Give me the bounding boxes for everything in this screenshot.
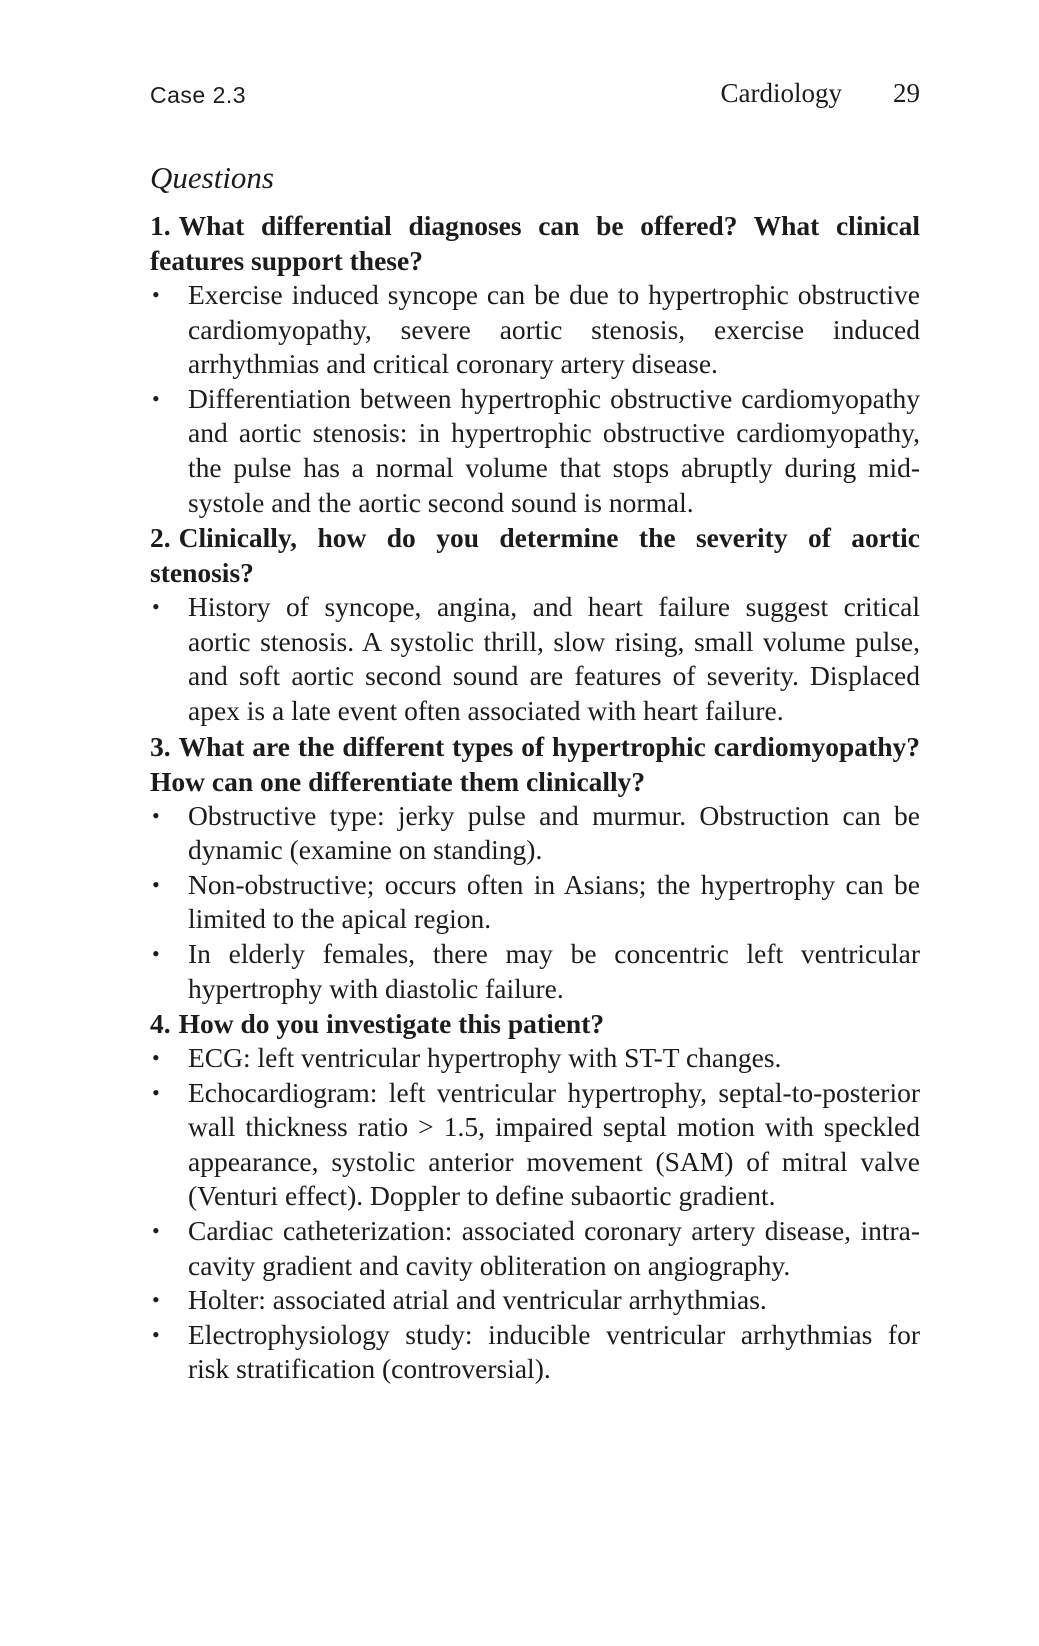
answer-text: History of syncope, angina, and heart failure suggest critical aortic stenosis. A systolic thrill, slow rising, small volume pulse, and soft aortic second sound are features of severity. Displaced apex is a late event often associated with heart failure. [188, 591, 920, 726]
answer-list [150, 799, 920, 1007]
question-text: What differential diagnoses can be offered? What clinical features support these? [150, 210, 920, 276]
answer-item [150, 590, 920, 728]
question-text: How do you investigate this patient? [178, 1008, 605, 1040]
bullet-icon: • [152, 282, 160, 307]
answer-text: ECG: left ventricular hypertrophy with ST-T changes. [188, 1042, 782, 1074]
questions-list [150, 208, 920, 1387]
bullet-icon: • [152, 1079, 160, 1105]
bullet-icon: • [152, 802, 160, 828]
answer-text: Differentiation between hypertrophic obstructive cardiomyopathy and aortic stenosis: in hypertrophic obstructive cardiomyopathy, the pulse has a normal volume that stops abruptly during mid-systole and the aortic second sound is normal. [188, 382, 920, 518]
page-number: 29 [893, 78, 920, 108]
answer-text: Echocardiogram: left ventricular hypertrophy, septal-to-posterior wall thickness ratio > 1.5, impaired septal motion with speckled appearance, systolic anterior movement (SAM) of mitral valve (Venturi effect). Doppler to define subaortic gradient. [188, 1076, 920, 1212]
question-text: Clinically, how do you determine the severity of aortic stenosis? [150, 522, 920, 589]
case-label: Case 2.3 [150, 82, 247, 108]
answer-text: In elderly females, there may be concentric left ventricular hypertrophy with diastolic failure. [188, 937, 920, 1004]
question [150, 729, 920, 799]
answer-text: Non-obstructive; occurs often in Asians; the hypertrophy can be limited to the apical region. [188, 868, 920, 935]
question-number: 2. [150, 522, 171, 554]
answer-list [150, 590, 920, 728]
bullet-icon: • [152, 1321, 160, 1347]
bullet-icon: • [152, 1287, 160, 1313]
section-heading: Questions [150, 160, 274, 195]
answer-list [150, 1041, 920, 1387]
answer-item [150, 937, 920, 1006]
answer-text: Obstructive type: jerky pulse and murmur. Obstruction can be dynamic (examine on standing). [188, 799, 920, 866]
question [150, 208, 920, 278]
answer-item [150, 1076, 920, 1214]
question-text: What are the different types of hypertrophic cardiomyopathy? How can one differentiate them clinically? [150, 730, 920, 797]
answer-text: Holter: associated atrial and ventricular arrhythmias. [188, 1284, 767, 1316]
answer-text: Cardiac catheterization: associated coronary artery disease, intra-cavity gradient and cavity obliteration on angiography. [188, 1215, 920, 1281]
bullet-icon: • [152, 594, 160, 620]
answer-item [150, 1318, 920, 1387]
answer-item [150, 799, 920, 868]
question-block [150, 208, 920, 520]
bullet-icon: • [152, 1218, 160, 1244]
question [150, 1006, 920, 1041]
question-block [150, 520, 920, 728]
answer-text: Exercise induced syncope can be due to hypertrophic obstructive cardiomyopathy, severe aortic stenosis, exercise induced arrhythmias and critical coronary artery disease. [188, 279, 920, 380]
answer-text: Electrophysiology study: inducible ventricular arrhythmias for risk stratification (controversial). [188, 1318, 920, 1385]
answer-item [150, 278, 920, 382]
answer-item [150, 1041, 920, 1076]
question-block [150, 1006, 920, 1387]
answer-list [150, 278, 920, 520]
question-number: 1. [150, 210, 171, 241]
bullet-icon: • [152, 1045, 160, 1071]
question-number: 3. [150, 730, 171, 762]
answer-item [150, 382, 920, 520]
running-header [150, 76, 920, 116]
question-number: 4. [150, 1008, 171, 1040]
bullet-icon: • [152, 385, 160, 411]
section-label: Cardiology [720, 78, 842, 108]
question [150, 520, 920, 590]
question-block [150, 729, 920, 1007]
bullet-icon: • [152, 871, 160, 897]
answer-item [150, 1283, 920, 1318]
bullet-icon: • [152, 940, 160, 966]
answer-item [150, 1214, 920, 1283]
answer-item [150, 868, 920, 937]
